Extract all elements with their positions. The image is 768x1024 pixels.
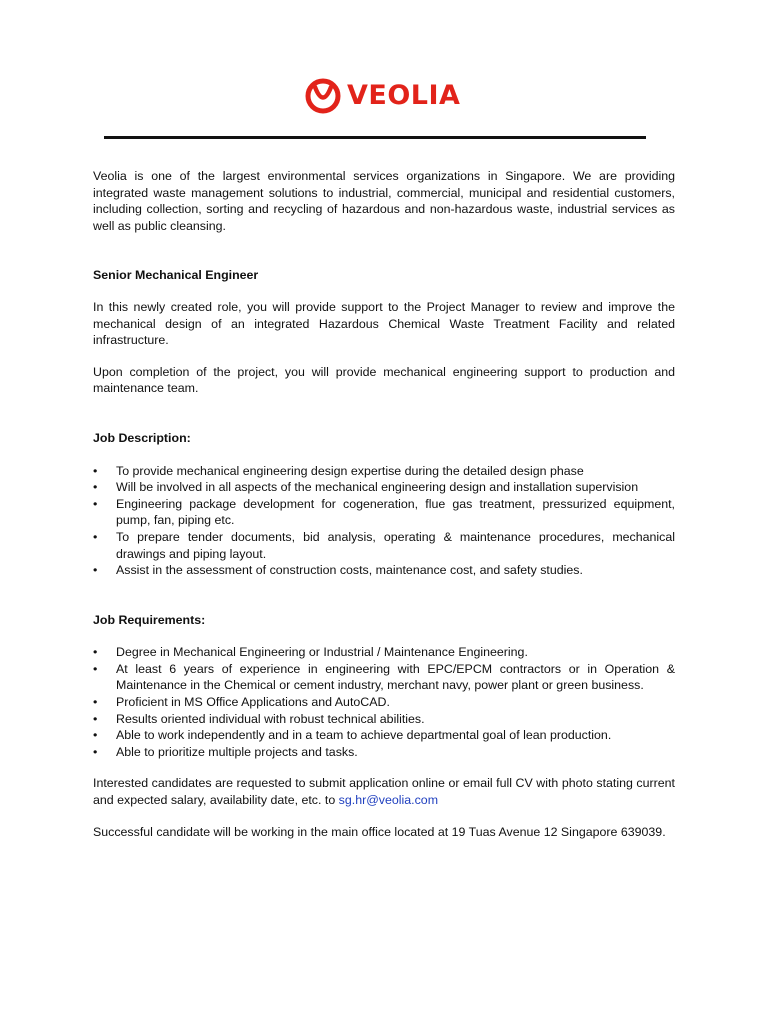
list-item: • Proficient in MS Office Applications and AutoCAD. [93,695,390,710]
list-item: • At least 6 years of experience in engineering with EPC/EPCM contractors or in Operation & Maintenance in the Chemical or cement industry, merchant navy, power plant or green business. [93,661,675,693]
bullet-icon: • [93,728,98,743]
intro-paragraph: Veolia is one of the largest environmental services organizations in Singapore. We are providing integrated waste management solutions to industrial, commercial, municipal and residential customers, including collection, sorting and recycling of hazardous and non-hazardous waste, industrial services as well as public cleansing. [93,169,675,233]
list-item: • Results oriented individual with robust technical abilities. [93,711,425,726]
job-requirements-heading: Job Requirements: [93,612,206,627]
location-paragraph: Successful candidate will be working in the main office located at 19 Tuas Avenue 12 Singapore 639039. [93,824,666,839]
list-item: • To provide mechanical engineering design expertise during the detailed design phase [93,463,584,478]
job-title: Senior Mechanical Engineer [93,268,259,283]
list-item: • Degree in Mechanical Engineering or Industrial / Maintenance Engineering. [93,645,528,660]
application-text: Interested candidates are requested to submit application online or email full CV with photo stating current and expected salary, availability date, etc. to [93,776,675,808]
list-item: • Engineering package development for cogeneration, flue gas treatment, pressurized equipment, pump, fan, piping etc. [93,496,675,528]
job-requirements-list [93,644,675,760]
list-item: • Able to prioritize multiple projects and tasks. [93,744,358,759]
bullet-icon: • [93,661,98,676]
veolia-swirl-icon [305,78,341,114]
job-description-heading: Job Description: [93,430,191,445]
email-link[interactable]: sg.hr@veolia.com [338,793,439,808]
header-divider [104,136,646,139]
list-item: • To prepare tender documents, bid analysis, operating & maintenance procedures, mechanical drawings and piping layout. [93,529,675,561]
role-paragraph-1: In this newly created role, you will provide support to the Project Manager to review and improve the mechanical design of an integrated Hazardous Chemical Waste Treatment Facility and related infrastructure. [93,299,675,348]
job-description-list [93,463,675,579]
bullet-icon: • [93,695,98,710]
bullet-icon: • [93,563,98,578]
bullet-icon: • [93,744,98,759]
bullet-icon: • [93,463,98,478]
role-paragraph-2: Upon completion of the project, you will provide mechanical engineering support to production and maintenance team. [93,364,675,396]
bullet-icon: • [93,711,98,726]
list-item: • Assist in the assessment of construction costs, maintenance cost, and safety studies. [93,563,583,578]
list-item: • Will be involved in all aspects of the mechanical engineering design and installation supervision [93,480,639,495]
veolia-logo [305,74,465,118]
bullet-icon: • [93,529,98,544]
application-paragraph [93,775,675,808]
bullet-icon: • [93,496,98,511]
document-body [93,168,675,840]
veolia-wordmark: VEOLIA [347,80,461,111]
bullet-icon: • [93,480,98,495]
bullet-icon: • [93,645,98,660]
list-item: • Able to work independently and in a team to achieve departmental goal of lean production. [93,728,612,743]
